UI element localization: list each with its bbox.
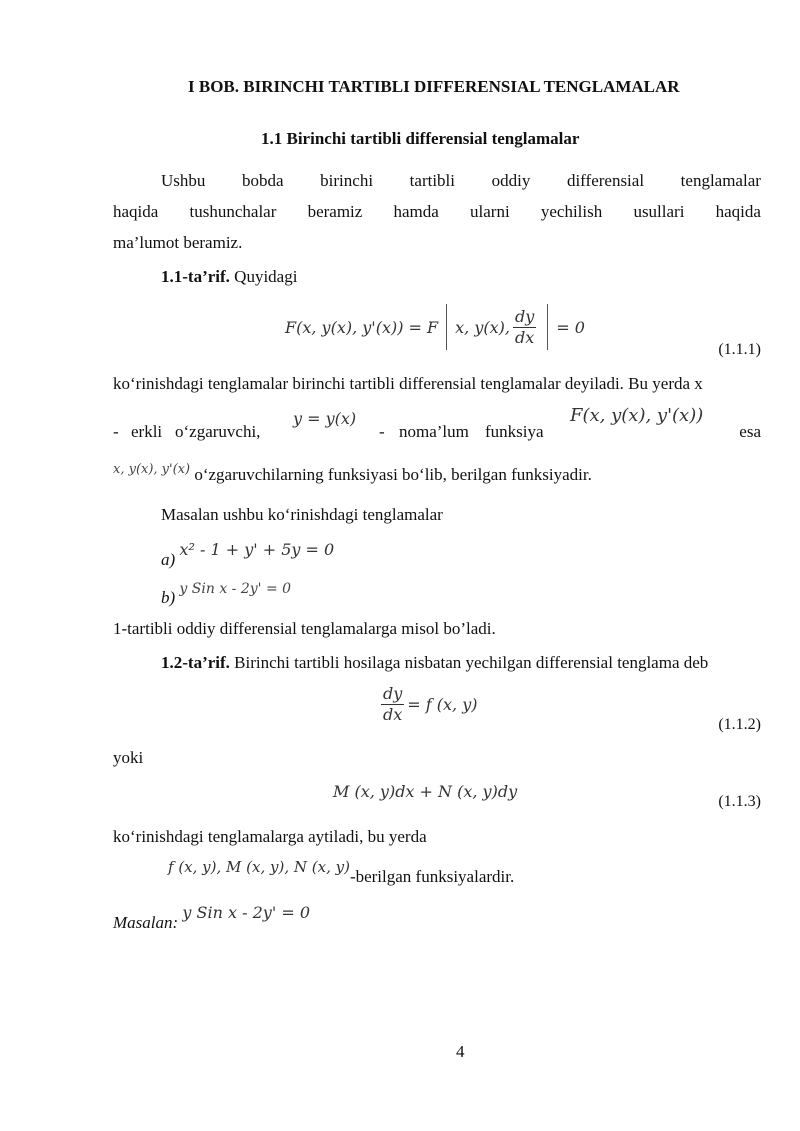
- example-a: [161, 540, 335, 569]
- intro-word: bobda: [242, 171, 284, 190]
- example-b-equation: y Sin x - 2y' = 0: [179, 581, 292, 597]
- fraction-denominator: dx: [383, 705, 403, 724]
- equation-number-1-1-3: (1.1.3): [718, 793, 761, 810]
- intro-word: tenglamalar: [680, 171, 761, 190]
- definition-text: Birinchi tartibli hosilaga nisbatan yechilgan differensial tenglama deb: [229, 653, 709, 672]
- intro-word: yechilish: [540, 202, 603, 221]
- intro-word: haqida: [113, 202, 159, 221]
- example-a-equation: x² - 1 + y' + 5y = 0: [179, 540, 335, 559]
- definition-1-2-heading: [161, 653, 708, 673]
- examples-conclusion: 1-tartibli oddiy differensial tenglamalarga misol bo’ladi.: [113, 619, 496, 638]
- equation-number-1-1-2: (1.1.2): [718, 716, 761, 733]
- eq-lhs: F(x, y(x), y'(x)) = F: [285, 317, 439, 337]
- intro-word: hamda: [393, 202, 439, 221]
- intro-word: beramiz: [307, 202, 363, 221]
- definition-label: 1.2-ta’rif.: [161, 653, 230, 672]
- math-y-equals-yx: y = y(x): [293, 409, 357, 428]
- definition-label: 1.1-ta’rif.: [161, 267, 230, 286]
- intro-word: haqida: [715, 202, 761, 221]
- chapter-title: I BOB. BIRINCHI TARTIBLI DIFFERENSIAL TENGLAMALAR: [188, 77, 680, 96]
- right-bracket: [547, 304, 548, 350]
- line-2-text: -berilgan funksiyalardir.: [349, 867, 515, 886]
- fraction-numerator: dy: [514, 306, 535, 326]
- fraction-denominator: dx: [514, 327, 535, 347]
- eq-inner: x, y(x),: [455, 317, 510, 337]
- eq-rhs: = f (x, y): [407, 695, 478, 714]
- intro-word: Ushbu: [161, 171, 206, 190]
- intro-word: tartibli: [409, 171, 455, 190]
- word-nomalum: noma’lum: [399, 422, 469, 441]
- eq-rhs: = 0: [556, 317, 585, 337]
- masalan-label: Masalan:: [113, 913, 179, 932]
- intro-word: oddiy: [491, 171, 531, 190]
- equation-1-1-1: [285, 300, 585, 354]
- definition-1-2-line-1: ko‘rinishdagi tenglamalarga aytiladi, bu yerda: [113, 827, 427, 846]
- math-variables: x, y(x), y'(x): [113, 462, 191, 477]
- examples-intro: Masalan ushbu ko‘rinishdagi tenglamalar: [161, 505, 443, 524]
- example-masalan: [113, 903, 310, 932]
- definition-1-2-line-2: [168, 857, 515, 886]
- intro-line-1: [161, 171, 761, 191]
- word-ozgaruvchi: o‘zgaruvchi,: [175, 422, 261, 441]
- left-bracket: [446, 304, 447, 350]
- definition-text: Quyidagi: [229, 267, 298, 286]
- equation-1-1-2: [378, 684, 478, 725]
- example-b: [161, 578, 292, 607]
- line-3-text: o‘zgaruvchilarning funksiyasi bo‘lib, berilgan funksiyadir.: [190, 465, 592, 484]
- fraction-dy-dx: [513, 307, 536, 348]
- fraction-numerator: dy: [383, 684, 403, 703]
- intro-word: differensial: [566, 171, 645, 190]
- masalan-equation: y Sin x - 2y' = 0: [182, 903, 310, 922]
- intro-line-2: [113, 202, 761, 222]
- example-b-label: b): [161, 588, 176, 607]
- definition-1-1-line-1: ko‘rinishdagi tenglamalar birinchi tartibli differensial tenglamalar deyiladi. Bu yerda x: [113, 374, 703, 393]
- word-esa: esa: [739, 422, 761, 441]
- dash-1: -: [113, 422, 119, 441]
- intro-line-3: ma’lumot beramiz.: [113, 233, 243, 252]
- fraction-dy-dx: [381, 684, 404, 725]
- math-F-function: F(x, y(x), y'(x)): [570, 405, 704, 426]
- example-a-label: a): [161, 550, 176, 569]
- definition-1-1-line-3: [113, 462, 592, 485]
- definition-1-1-heading: [161, 267, 297, 287]
- math-given-functions: f (x, y), M (x, y), N (x, y): [168, 858, 350, 876]
- intro-word: birinchi: [320, 171, 374, 190]
- equation-1-1-3: M (x, y)dx + N (x, y)dy: [333, 782, 518, 801]
- word-yoki: yoki: [113, 748, 144, 767]
- definition-1-1-line-2: [113, 405, 761, 441]
- intro-word: ularni: [470, 202, 510, 221]
- intro-word: tushunchalar: [189, 202, 277, 221]
- dash-2: -: [379, 422, 385, 441]
- word-erkli: erkli: [131, 422, 163, 441]
- equation-number-1-1-1: (1.1.1): [718, 341, 761, 358]
- word-funksiya: funksiya: [485, 422, 544, 441]
- intro-word: usullari: [633, 202, 685, 221]
- section-title: 1.1 Birinchi tartibli differensial tenglamalar: [261, 129, 580, 148]
- page-number: 4: [456, 1042, 465, 1061]
